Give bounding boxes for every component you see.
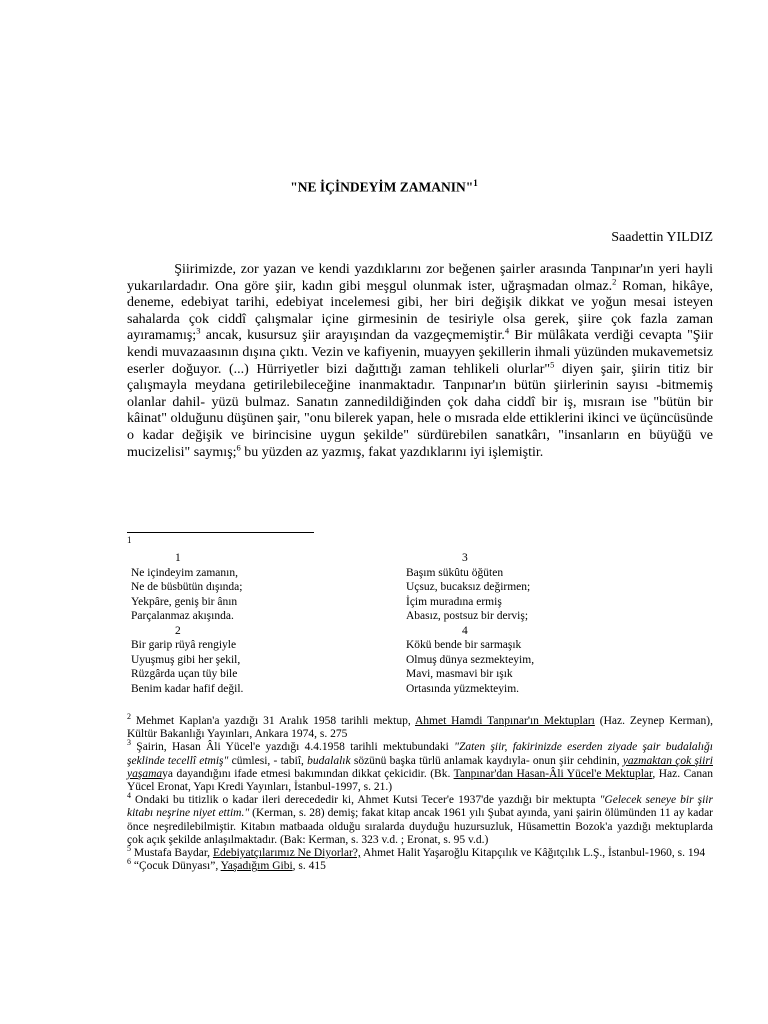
book-title: Tanpınar'dan Hasan-Âli Yücel'e Mektuplar [453,767,653,780]
book-title: Ahmet Hamdi Tanpınar'ın Mektupları [415,715,595,727]
poem-line: Abasız, postsuz bir derviş; [406,610,529,622]
footnote-ref-3: 3 [196,325,201,336]
footnote-1-marker: 1 [127,535,132,545]
poem-line: Parçalanmaz akışında. [131,610,234,622]
body-text-3: ancak, kusursuz şiir arayışından da vazgeçmemiştir. [200,328,505,344]
poem-line: Mavi, masmavi bir ışık [406,668,513,680]
title-text: "NE İÇİNDEYİM ZAMANIN" [290,179,474,195]
footnote-number: 6 [127,857,131,867]
body-text-1: Şiirimizde, zor yazan ve kendi yazdıklarını zor beğenen şairler arasında Tanpınar'ın yeri hayli yukarılardadır. Ona göre şiir, kadın gibi meşgul olunmak ister, uğraşmadan olmaz. [127,262,714,294]
footnote-text: Ahmet Halit Yaşaroğlu Kitapçılık ve Kâğıtçılık L.Ş., İstanbul-1960, s. 194 [360,847,706,860]
footnote-number: 4 [127,791,131,801]
stanza-number: 4 [462,624,468,637]
poem-column-left [131,551,331,696]
footnote-3 [127,738,713,794]
poem-column-right [406,551,606,696]
poem-line: Başım sükûtu öğüten [406,566,504,579]
article-title [0,178,768,196]
footnote-text: , Haz. Canan Yücel Eronat, Yapı Kredi Yayınları, İstanbul-1997, s. 21.) [127,767,713,794]
stanza-number: 1 [175,552,181,564]
body-text-4: Bir mülâkata verdiği cevapta "Şiir kendi muvazaasının dışına çıktı. Vezin ve kafiyenin, muayyen şekillerin ihmali yüzünden mukavemetsiz eserler doğuyor. (...) Hürriyetler bizi dağıttığı zaman tehlikeli olurlar" [127,328,714,377]
footnote-divider [127,532,314,533]
stanza-number: 3 [462,552,468,564]
footnote-text: sözünü başka türlü anlamak kaydıyla- onun şiir cehdinin, [350,754,623,767]
poem-line: Rüzgârda uçan tüy bile [131,668,238,680]
footnote-ref-4: 4 [504,325,510,336]
footnote-number: 5 [127,844,131,854]
footnote-5 [127,844,713,860]
poem-line: Bir garip rüyâ rengiyle [131,639,237,651]
footnote-text: (Kerman, s. 28) demiş; fakat kitap ancak 1961 yılı Şubat ayında, yani şairin ölümünden 11 ay kadar önce neşredilebilmiştir. Kitabın matbaada olduğu sıralarda duyduğu huzursuzluk, Hüsamettin Bozok'a yazdığı mektuplarda çok açık şekilde anlaşılmaktadır. (Bak: Kerman, s. 323 v.d. ; Eronat, s. 95 v.d.) [127,807,713,846]
footnote-text: Mehmet Kaplan'a yazdığı 31 Aralık 1958 tarihli mektup, [131,715,415,727]
poem-line: İçim muradına ermiş [406,595,502,608]
quotation: "Zaten şiir, fakirinizde eserden ziyade şair budalalığı şeklinde tecellî etmiş" [127,741,713,767]
body-text-6: bu yüzden az yazmış, fakat yazdıklarını iyi işlemiştir. [240,444,544,460]
poem-line: Uyuşmuş gibi her şekil, [131,653,241,666]
footnote-number: 2 [127,712,131,722]
book-title: Edebiyatçılarımız Ne Diyorlar?, [212,847,361,860]
poem-line: Yekpâre, geniş bir ânın [131,595,238,608]
title-footnote-ref: 1 [473,178,478,188]
poem-line: Benim kadar hafif değil. [131,682,244,695]
quotation: "Gelecek seneye bir şiir kitabı neşrine niyet ettim." [127,794,713,820]
poem-line: Olmuş dünya sezmekteyim, [406,653,535,666]
quotation: budalalık [307,754,351,767]
footnote-ref-5: 5 [550,358,555,369]
footnote-text: Şairin, Hasan Âli Yücel'e yazdığı 4.4.1958 tarihli mektubundaki [131,741,455,754]
footnote-text: ya dayandığını ifade etmesi bakımından dikkat çekicidir. (Bk. [162,767,454,780]
footnotes [127,712,713,873]
footnote-2 [127,712,713,741]
author-name: Saadettin YILDIZ [611,230,713,245]
footnote-number: 3 [127,738,131,748]
footnote-text: cümlesi, - tabiî, [228,754,308,767]
poem-line: Ortasında yüzmekteyim. [406,682,520,695]
footnote-text: Ondaki bu titizlik o kadar ileri derecededir ki, Ahmet Kutsi Tecer'e 1937'de yazdığı bir mektupta [131,794,600,807]
quotation: yazmaktan çok şiiri yaşama [127,754,713,780]
book-title: Yaşadığım Gibi [220,860,293,873]
poem-line: Ne içindeyim zamanın, [131,566,238,579]
stanza-number: 2 [175,624,181,637]
footnote-6 [127,857,713,873]
poem-line: Ne de büsbütün dışında; [131,581,243,593]
footnote-text: Mustafa Baydar, [131,847,213,860]
poem-line: Kökü bende bir sarmaşık [406,639,522,651]
footnote-text: (Haz. Zeynep Kerman), Kültür Bakanlığı Yayınları, Ankara 1974, s. 275 [127,715,713,741]
footnote-4 [127,791,713,847]
poem-line: Uçsuz, bucaksız değirmen; [406,581,531,593]
body-paragraph [127,262,713,461]
footnote-ref-2: 2 [612,275,617,286]
footnote-text: , s. 415 [292,860,326,873]
body-text-5: diyen şair, şiirin titiz bir çalışmayla meydana getirilebileceğine inanmaktadır. Tanpınar'ın bütün şiirlerinin sayısı -bitmemiş olanlar dahil- yüzü bulmaz. Sanatın zannedildiğinden çok daha ciddî bir iş, mısraın ise "bütün bir kâinat" olduğunu düşünen şair, "onu bilerek yapan, hele o mısrada elde ettiklerini ikinci ve üçüncüsünde o kadar değişik ve birincisine uygun şekilde" sürdürebilen sanatkârı, "insanların en büyüğü ve mucizelisi" saymış; [127,361,713,460]
footnote-text: “Çocuk Dünyası”, [131,860,221,873]
body-text-2: Roman, hikâye, deneme, edebiyat tarihi, edebiyat incelemesi gibi, her biri değişik dikkat ve yoğun mesai isteyen sahalarda çok ciddî çalışmalar içine girmesinin de tesiriyle olsa gerek, şiire çok fazla zaman ayıramamış; [127,278,714,344]
footnote-ref-6: 6 [236,441,241,452]
